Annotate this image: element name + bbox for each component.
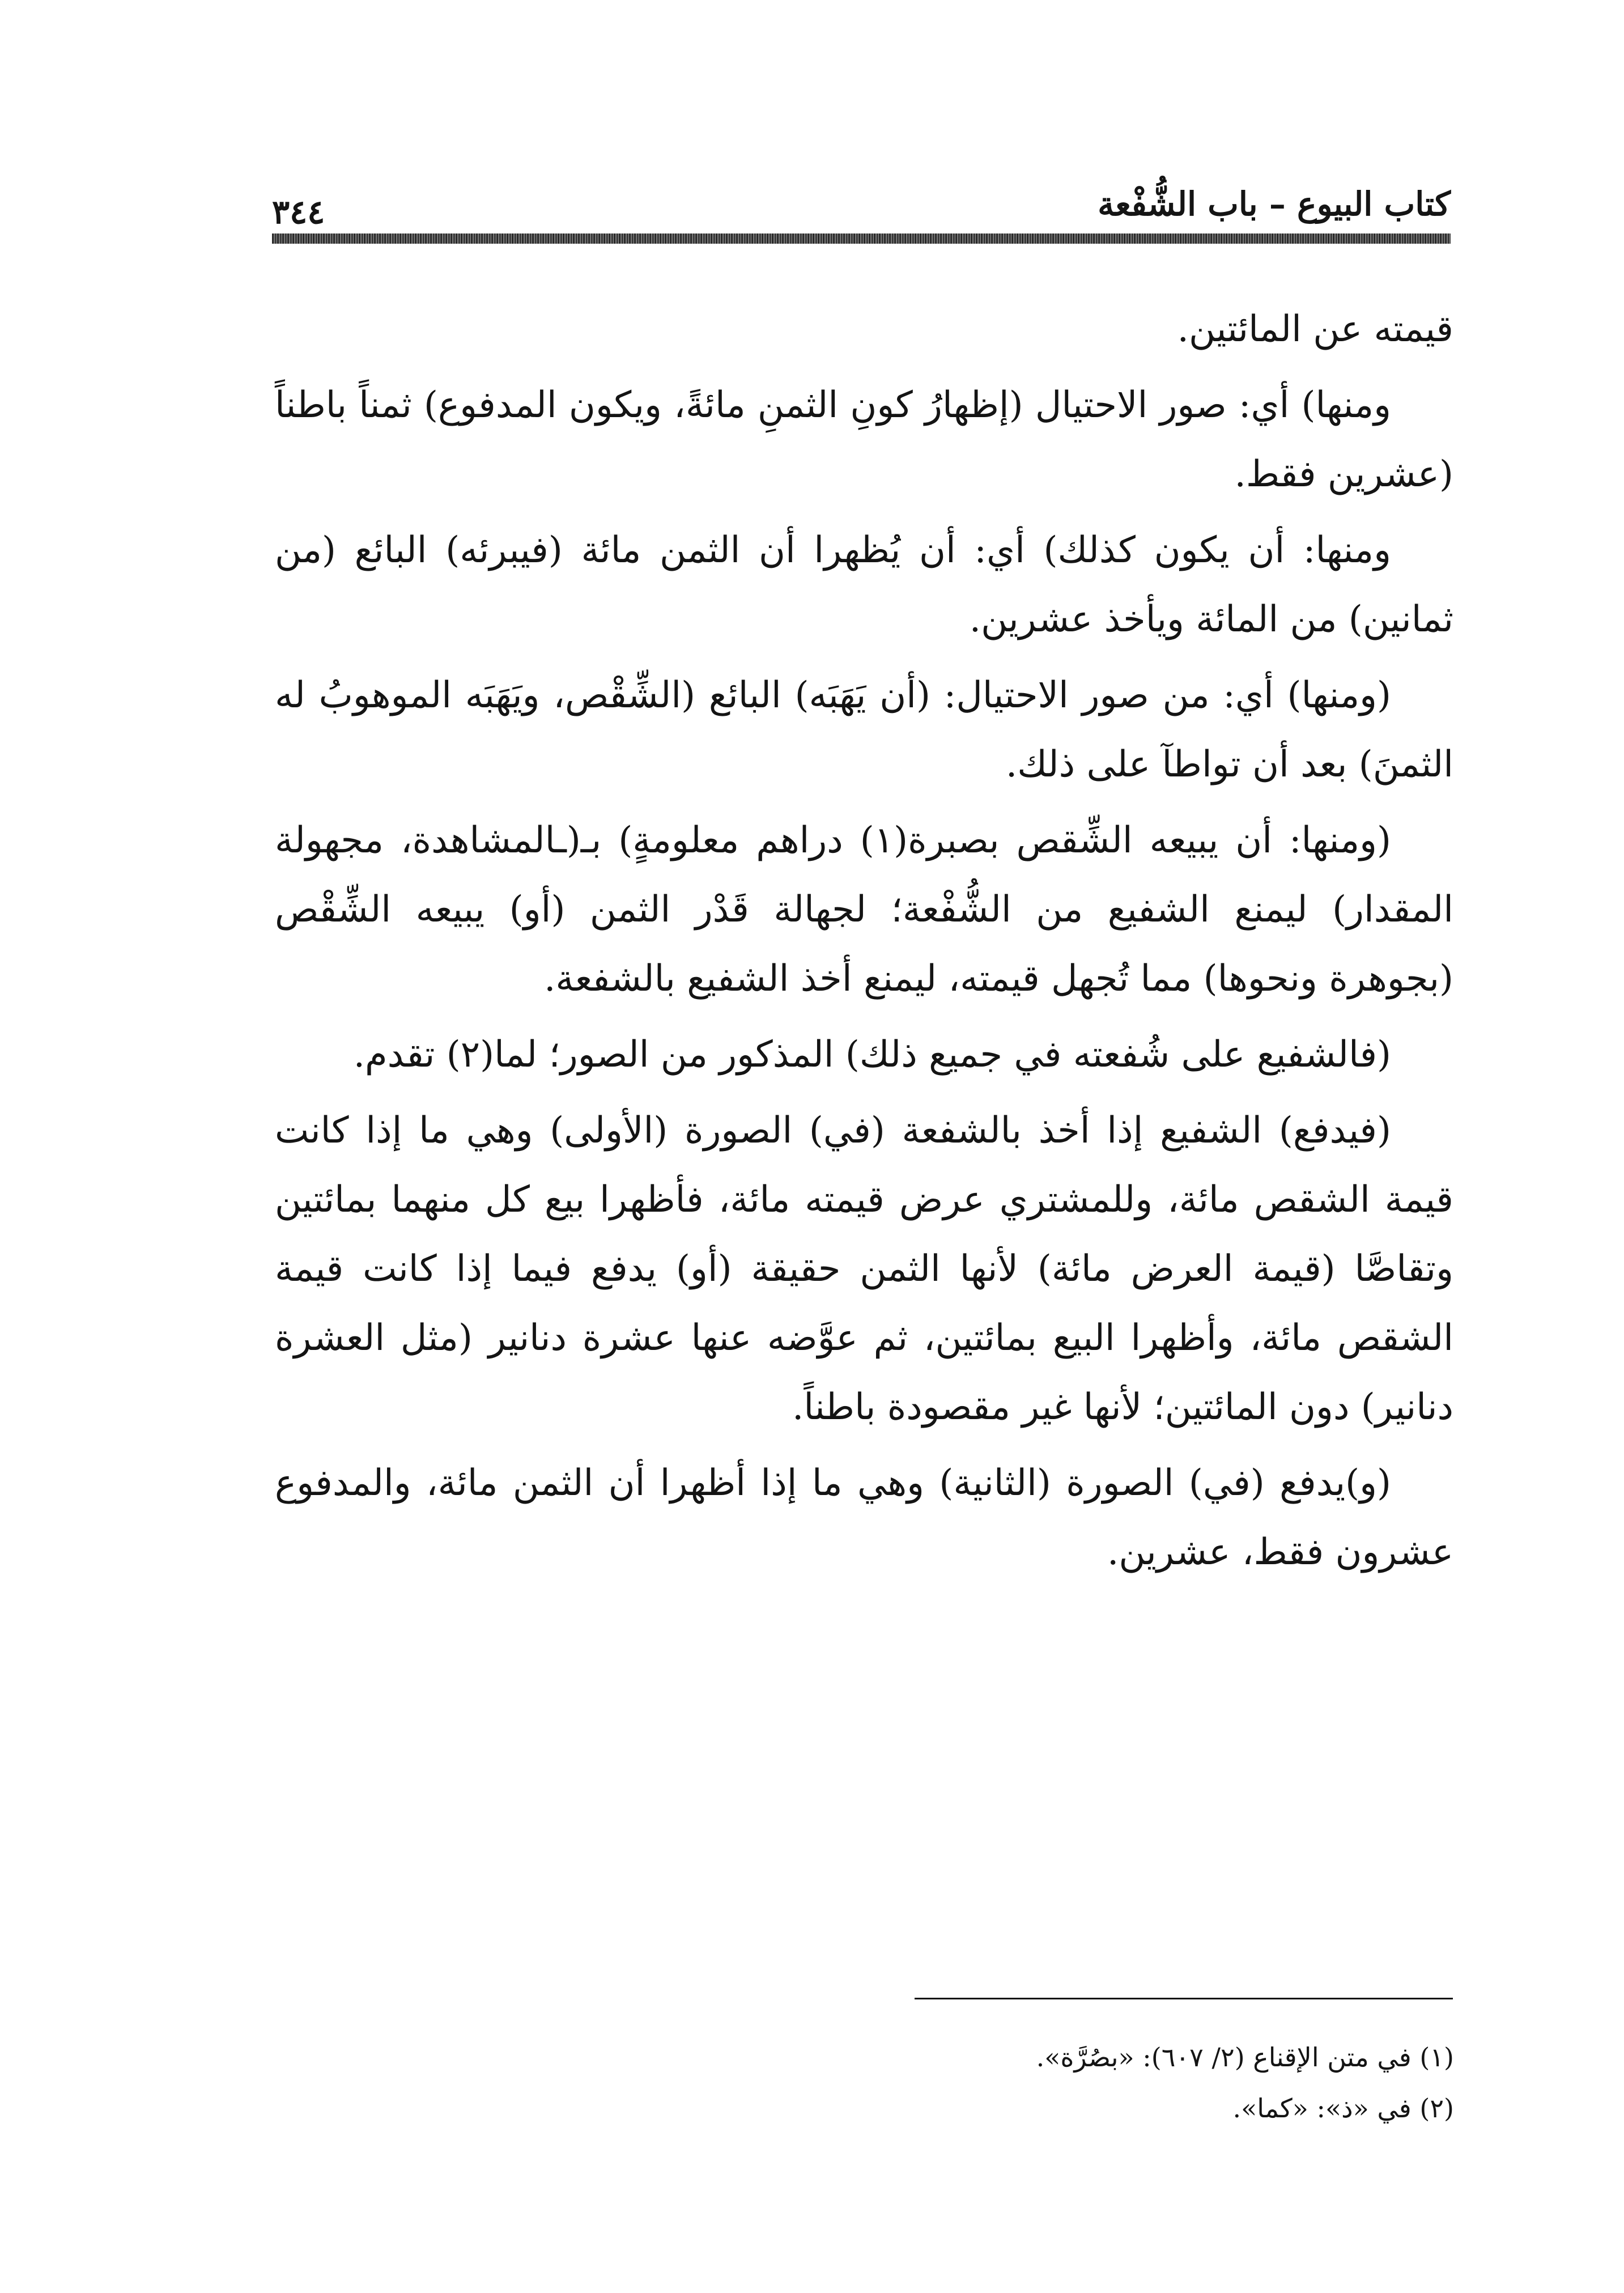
main-text: [275, 295, 1453, 1594]
footnote: (١) في متن الإقناع (٢/ ٦٠٧): «بصُرَّة».: [1036, 2042, 1454, 2073]
paragraph: (فالشفيع على شُفعته في جميع ذلك) المذكور من الصور؛ لما(٢) تقدم.: [353, 1034, 1391, 1076]
footnote-divider: [915, 1998, 1453, 1999]
page-number: ٣٤٤: [272, 193, 325, 231]
footnote: (٢) في «ذ»: «كما».: [1232, 2093, 1454, 2124]
paragraph: ومنها) أي: صور الاحتيال (إظهارُ كونِ الثمنِ مائةً، ويكون المدفوع) ثمناً باطناً (عشرين فقط.: [275, 384, 1453, 495]
paragraph: ومنها: أن يكون كذلك) أي: أن يُظهرا أن الثمن مائة (فيبرئه) البائع (من ثمانين) من المائة ويأخذ عشرين.: [275, 529, 1453, 640]
paragraph: قيمته عن المائتين.: [1177, 308, 1453, 350]
chapter-title: كتاب البيوع – باب الشُّفْعة: [1098, 185, 1451, 223]
header-divider: [272, 233, 1451, 244]
paragraph: (ومنها: أن يبيعه الشِّقص بصبرة(١) دراهم معلومةٍ) بـ(ـالمشاهدة، مجهولة المقدار) ليمنع الشفيع من الشُّفْعة؛ لجهالة قَدْر الثمن (أو) يبيعه الشِّقْص (بجوهرة ونحوها) مما تُجهل قيمته، ليمنع أخذ الشفيع بالشفعة.: [275, 819, 1453, 1000]
footnotes: [275, 2032, 1454, 2134]
paragraph: (ومنها) أي: من صور الاحتيال: (أن يَهَبَه) البائع (الشِّقْص، ويَهَبَه الموهوبُ له الثمنَ) بعد أن تواطآ على ذلك.: [275, 674, 1453, 785]
paragraph: (و)يدفع (في) الصورة (الثانية) وهي ما إذا أظهرا أن الثمن مائة، والمدفوع عشرون فقط، عشرين.: [275, 1462, 1453, 1573]
running-header: [272, 170, 1451, 244]
paragraph: (فيدفع) الشفيع إذا أخذ بالشفعة (في) الصورة (الأولى) وهي ما إذا كانت قيمة الشقص مائة، وللمشتري عرض قيمته مائة، فأظهرا بيع كل منهما بمائتين وتقاصَّا (قيمة العرض مائة) لأنها الثمن حقيقة (أو) يدفع فيما إذا كانت قيمة الشقص مائة، وأظهرا البيع بمائتين، ثم عوَّضه عنها عشرة دنانير (مثل العشرة دنانير) دون المائتين؛ لأنها غير مقصودة باطناً.: [275, 1110, 1453, 1428]
